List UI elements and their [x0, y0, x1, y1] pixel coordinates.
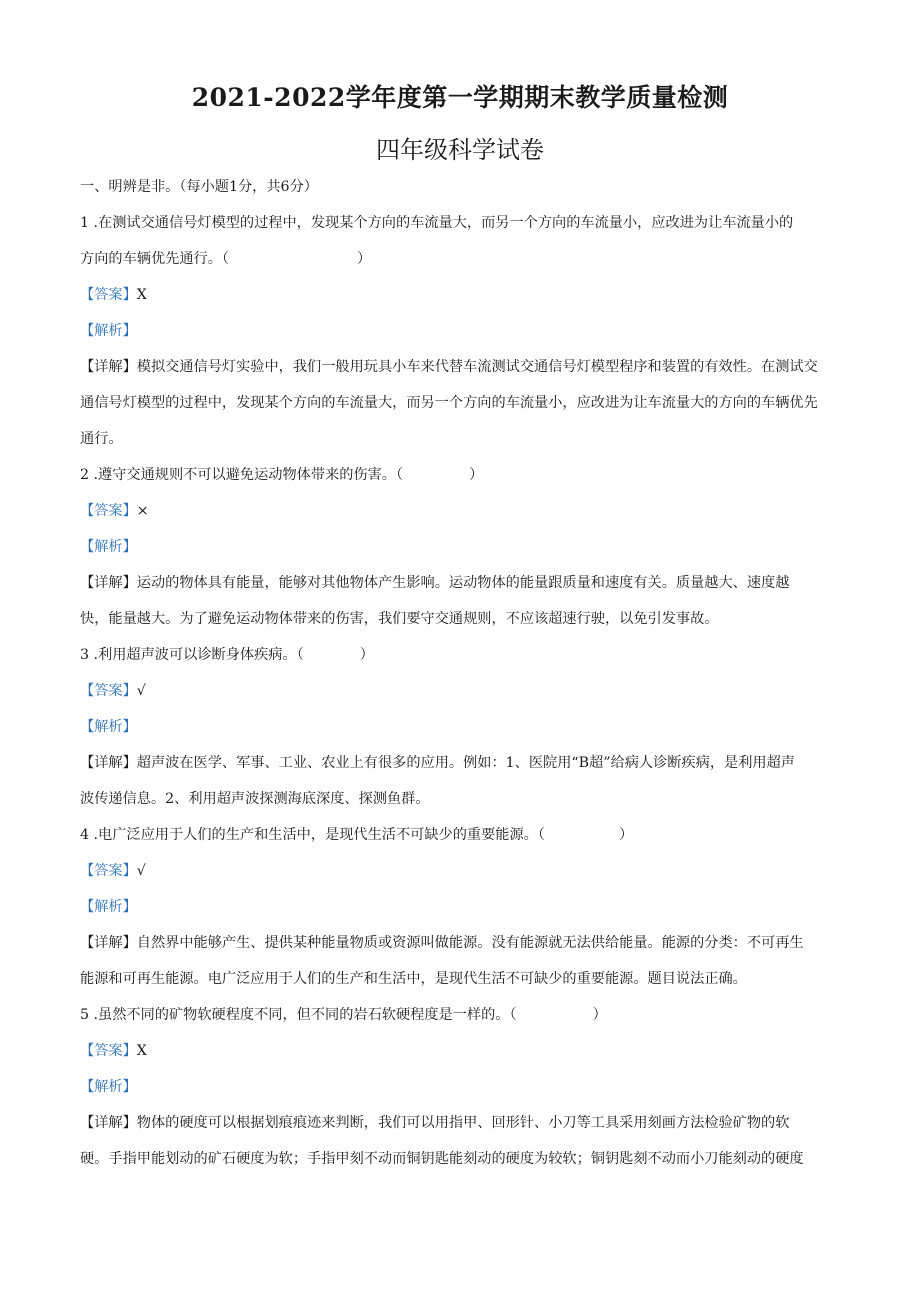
detail-text: 模拟交通信号灯实验中，我们一般用玩具小车来代替车流测试交通信号灯模型程序和装置的有效性。在测试交: [136, 359, 818, 375]
detail-4-line-2: 能源和可再生能源。电广泛应用于人们的生产和生活中，是现代生活不可缺少的重要能源。题目说法正确。: [80, 971, 747, 987]
answer-row-2: [80, 502, 850, 520]
analysis-label: 【解析】: [80, 539, 137, 555]
analysis-label: 【解析】: [80, 1079, 137, 1095]
detail-label: 【详解】: [80, 575, 137, 591]
answer-label: 【答案】: [80, 503, 137, 519]
answer-label: 【答案】: [80, 287, 137, 303]
detail-label: 【详解】: [80, 935, 137, 951]
analysis-row-5: [80, 1078, 850, 1096]
detail-label: 【详解】: [80, 359, 137, 375]
analysis-label: 【解析】: [80, 323, 137, 339]
exam-subtitle: 四年级科学试卷: [376, 136, 544, 164]
analysis-row-1: [80, 322, 850, 340]
answer-row-3: [80, 682, 850, 700]
question-2-text: 2 .遵守交通规则不可以避免运动物体带来的伤害。（: [80, 467, 404, 483]
answer-label: 【答案】: [80, 1043, 137, 1059]
detail-2-line-2: 快，能量越大。为了避免运动物体带来的伤害，我们要守交通规则，不应该超速行驶，以免引发事故。: [80, 611, 719, 627]
detail-text: 超声波在医学、军事、工业、农业上有很多的应用。例如：1、医院用“B超”给病人诊断疾病，是利用超声: [136, 755, 795, 771]
answer-value-1: X: [136, 287, 147, 303]
answer-row-5: [80, 1042, 850, 1060]
analysis-label: 【解析】: [80, 719, 137, 735]
question-1-line-1: 1 .在测试交通信号灯模型的过程中，发现某个方向的车流量大，而另一个方向的车流量小，应改进为让车流量小的: [80, 215, 794, 231]
answer-value-5: X: [136, 1043, 147, 1059]
question-4-paren-close: ）: [618, 827, 634, 843]
answer-value-4: √: [136, 863, 146, 879]
question-1-paren-close: ）: [356, 251, 372, 267]
question-5-line-1: [80, 1006, 850, 1024]
question-1-text: 方向的车辆优先通行。（: [80, 251, 229, 267]
detail-5-line-1: [80, 1114, 850, 1132]
detail-3-line-1: [80, 754, 850, 772]
detail-1-line-1: [80, 358, 850, 376]
answer-value-2: ×: [136, 503, 149, 519]
analysis-row-2: [80, 538, 850, 556]
detail-1-line-2: 通信号灯模型的过程中，发现某个方向的车流量大，而另一个方向的车流量小，应改进为让车流量大的方向的车辆优先: [80, 395, 818, 411]
question-3-text: 3 .利用超声波可以诊断身体疾病。（: [80, 647, 304, 663]
question-2-line-1: [80, 466, 850, 484]
answer-label: 【答案】: [80, 683, 137, 699]
question-5-text: 5 .虽然不同的矿物软硬程度不同，但不同的岩石软硬程度是一样的。（: [80, 1007, 517, 1023]
section-heading: 一、明辨是非。（每小题1分，共6分）: [80, 179, 318, 195]
question-5-paren-close: ）: [592, 1007, 607, 1023]
answer-value-3: √: [136, 683, 146, 699]
answer-row-1: [80, 286, 850, 304]
detail-label: 【详解】: [80, 755, 137, 771]
analysis-row-3: [80, 718, 850, 736]
detail-text: 物体的硬度可以根据划痕痕迹来判断，我们可以用指甲、回形针、小刀等工具采用刻画方法检验矿物的软: [136, 1115, 790, 1131]
question-1-line-2: [80, 250, 850, 268]
exam-title: 2021-2022学年度第一学期期末教学质量检测: [191, 83, 729, 112]
question-3-line-1: [80, 646, 850, 664]
detail-5-line-2: 硬。手指甲能划动的矿石硬度为软；手指甲刻不动而铜钥匙能刻动的硬度为较软；铜钥匙刻不动而小刀能刻动的硬度: [80, 1151, 804, 1167]
analysis-label: 【解析】: [80, 899, 137, 915]
detail-3-line-2: 波传递信息。2、利用超声波探测海底深度、探测鱼群。: [80, 791, 430, 807]
answer-row-4: [80, 862, 850, 880]
question-4-text: 4 .电广泛应用于人们的生产和生活中，是现代生活不可缺少的重要能源。（: [80, 827, 545, 843]
question-3-paren-close: ）: [359, 647, 374, 663]
detail-label: 【详解】: [80, 1115, 137, 1131]
answer-label: 【答案】: [80, 863, 137, 879]
detail-2-line-1: [80, 574, 850, 592]
detail-text: 运动的物体具有能量，能够对其他物体产生影响。运动物体的能量跟质量和速度有关。质量越大、速度越: [136, 575, 790, 591]
question-4-line-1: [80, 826, 850, 844]
analysis-row-4: [80, 898, 850, 916]
detail-4-line-1: [80, 934, 850, 952]
detail-1-line-3: 通行。: [80, 431, 123, 447]
detail-text: 自然界中能够产生、提供某种能量物质或资源叫做能源。没有能源就无法供给能量。能源的分类：不可再生: [136, 935, 804, 951]
question-2-paren-close: ）: [469, 467, 484, 483]
